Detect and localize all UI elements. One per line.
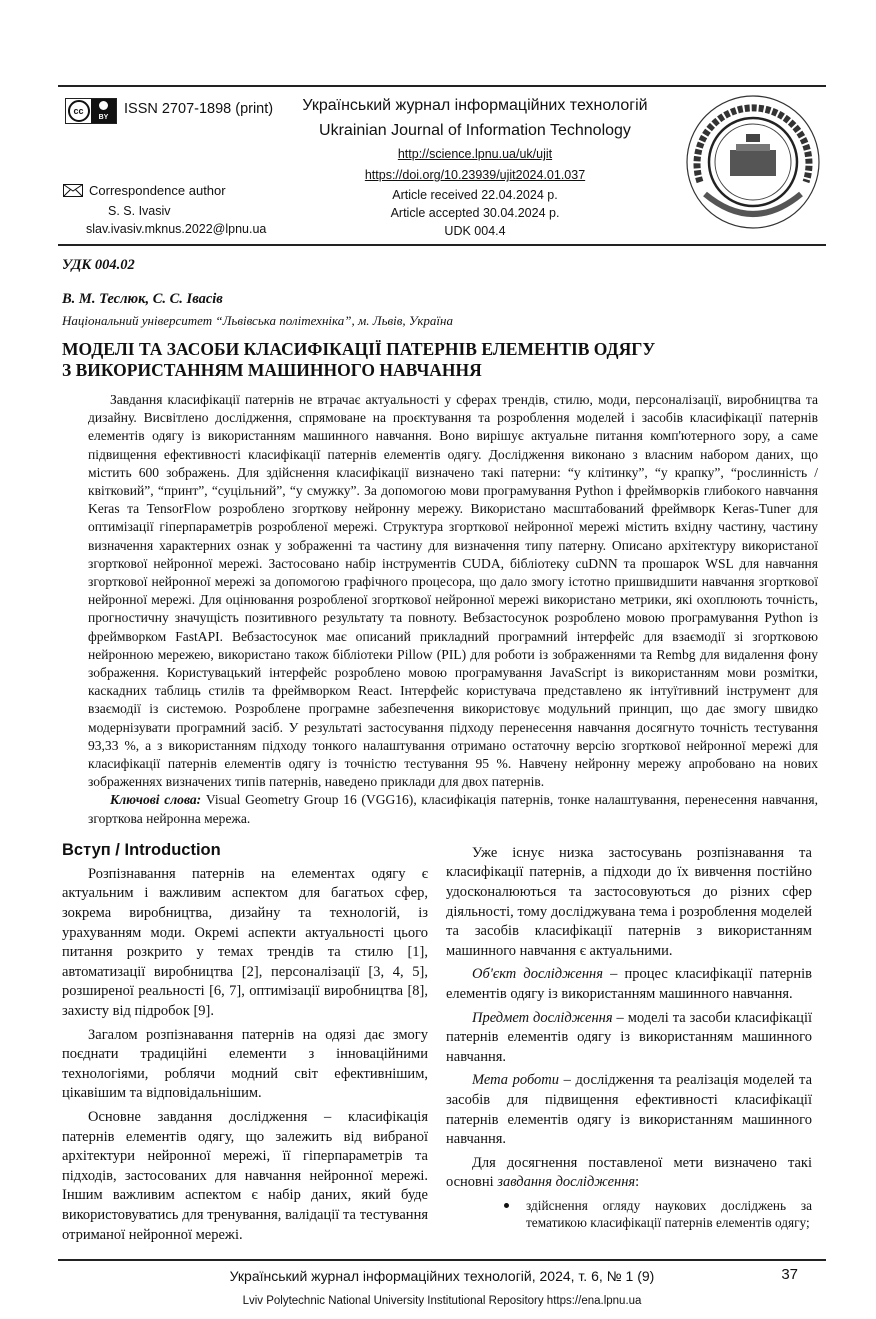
page-footer <box>58 1259 826 1319</box>
accepted-date: Article accepted 30.04.2024 р. <box>390 206 560 220</box>
received-date: Article received 22.04.2024 р. <box>392 188 558 202</box>
footer-repository: Lviv Polytechnic National University Institutional Repository https://ena.lpnu.ua <box>242 1295 642 1308</box>
keywords-text: Visual Geometry Group 16 (VGG16), класифікація патернів, тонке налаштування, перенесення навчання, згорткова нейронна мережа. <box>88 792 819 826</box>
goal-text: – дослідження та реалізація моделей та засобів для підвищення ефективності класифікації патернів елементів одягу із використанням машинного навчання. <box>446 1072 812 1148</box>
issn: ISSN 2707-1898 (print) <box>124 101 274 117</box>
paragraph-tasks <box>446 1154 812 1193</box>
journal-title-en: Ukrainian Journal of Information Technology <box>319 122 631 139</box>
abstract-text: Завдання класифікації патернів не втрачає актуальності у сферах трендів, стилю, моди, персоналізації, виробництва та дизайну. Висвітлено дослідження, спрямоване на проєктування та розроблення моделей і засобів класифікації патернів елементів одягу із використанням машинного навчання. Воно вирішує актуальне питання комп'ютерного зору, а саме підвищення ефективності класифікації патернів елементів одягу. Дослідження виконано з власним набором даних, що містить 600 зображень. Для здійснення класифікації визначено такі патерни: “у клітинку”, “у крапку”, “рослинність / квітковий”, “принт”, “суцільний”, “у смужку”. За допомогою мови програмування Python і фреймворків глибокого навчання Keras та TensorFlow розроблено згорткову нейронну мережу. Використано масштабований фреймворк Keras-Tuner для оптимізації гіперпараметрів розробленої мережі. Структура згорткової нейронної мережі містить вхідну частину, частину визначення характерних ознак у зображенні та частину для визначення типу патерну. Описано архітектуру використаної згорткової нейронної мережі. Застосовано набір інструментів CUDA, бібліотеку cuDNN та прошарок WSL для навчання згорткової нейронної мережі за допомогою графічного процесора, що дало змогу істотно пришвидшити навчання згорткової нейронної мережі. Для оцінювання розробленої згорткової нейронної мережі використано метрики, які охоплюють точність, прогностичну значущість позитивного результату та повноту. Вебзастосунок розроблено мовою програмування Python із фреймворком FastAPI. Вебзастосунок має описаний прикладний програмний інтерфейс для взаємодії зі згортковою нейронною мережею, використано також бібліотеки Pillow (PIL) для роботи із зображеннями та Rembg для видалення фону зображення. Користувацький інтерфейс розроблено мовою програмування JavaScript із використанням мови розмітки, каскадних таблиць стилів та фреймворком React. Інтерфейс користувача представлено як інтуїтивний інструмент для взаємодії із системою. Розроблене програмне забезпечення використовує модульний принцип, що дає змогу швидко модернізувати програмний засіб. У результаті застосування підходу перенесення навчання досягнуто точність тестування 93,33 %, а з використанням підходу тонкого налаштування отримано остаточну версію згорткової нейронної мережі для класифікації патернів елементів одягу із точністю тестування 95 %. Навчену нейронну мережу апробовано на нових зображеннях визначених типів патернів, наведено приклади для двох патернів. <box>88 392 818 790</box>
object-label: Об'єкт дослідження <box>472 966 603 983</box>
object-text: – процес класифікації патернів елементів одягу із використанням машинного навчання. <box>446 966 812 1003</box>
article-authors: В. М. Теслюк, С. С. Івасів <box>62 291 223 307</box>
article-udk: УДК 004.02 <box>62 257 135 273</box>
correspondence-author: S. S. Ivasiv <box>108 204 171 218</box>
keywords-label: Ключові слова: <box>110 792 202 808</box>
article-body <box>0 256 876 1319</box>
subject-text: – моделі та засоби класифікації патернів елементів одягу із використанням машинного навчання. <box>446 1009 812 1065</box>
keywords <box>88 791 818 827</box>
journal-url-link[interactable]: http://science.lpnu.ua/uk/ujit <box>397 147 553 161</box>
abstract <box>88 391 818 828</box>
list-item: здійснення огляду наукових досліджень за тематикою класифікації патернів елементів одягу; <box>526 1197 812 1230</box>
paragraph: Основне завдання дослідження – класифікація патернів елементів одягу, що залежить від вибраної архітектури нейронної мережі, її гіперпараметрів та підходів, застосованих для навчання нейронної мережі. Іншим важливим аспектом є набір даних, який буде використовуватись для тренування, валідації та тестування отриманої нейронної мережі. <box>62 1109 428 1243</box>
tasks-list <box>446 1197 812 1231</box>
paragraph: Загалом розпізнавання патернів на одязі дає змогу поєднати традиційні елементи з інноваційними технологіями, роблячи модний світ ефективнішим, цікавішим та відповідальнішим. <box>62 1026 428 1102</box>
by-label: BY <box>98 114 109 121</box>
paragraph-object <box>446 965 812 1004</box>
paragraph-subject <box>446 1009 812 1068</box>
article-title <box>62 339 876 381</box>
goal-label: Мета роботи <box>472 1072 560 1089</box>
right-column <box>446 844 812 1249</box>
title-line-2: З ВИКОРИСТАННЯМ МАШИННОГО НАВЧАННЯ <box>62 360 482 380</box>
section-heading: Вступ / Introduction <box>62 840 221 859</box>
cc-by-license-icon[interactable] <box>65 98 117 124</box>
page-number: 37 <box>781 1266 798 1284</box>
tasks-label: завдання дослідження <box>497 1174 636 1191</box>
envelope-icon <box>63 184 83 197</box>
person-icon <box>99 101 108 110</box>
correspondence-label: Correspondence author <box>89 183 226 198</box>
tasks-intro: Для досягнення поставленої мети визначено такі основні <box>446 1154 812 1191</box>
article-affiliation: Національний університет “Львівська політехніка”, м. Львів, Україна <box>62 313 453 328</box>
paragraph-goal <box>446 1071 812 1149</box>
journal-title-uk: Український журнал інформаційних технологій <box>302 97 648 114</box>
subject-label: Предмет дослідження <box>472 1009 613 1026</box>
left-column <box>62 865 428 1249</box>
tasks-colon: : <box>635 1174 640 1191</box>
university-seal-logo <box>680 84 826 242</box>
doi-link[interactable]: https://doi.org/10.23939/ujit2024.01.037 <box>364 168 586 182</box>
header-udk: UDK 004.4 <box>444 224 506 238</box>
footer-journal: Український журнал інформаційних технологій, 2024, т. 6, № 1 (9) <box>229 1268 655 1285</box>
cc-icon: cc <box>68 100 90 122</box>
paragraph: Уже існує низка застосувань розпізнавання та класифікації патернів, а підходи до їх вивчення постійно удосконалюються та застосовуються до різних сфер діяльності, тому досліджувана тема і розроблення моделей та засобів класифікації патернів з використанням машинного навчання є актуальними. <box>446 844 812 959</box>
title-line-1: МОДЕЛІ ТА ЗАСОБИ КЛАСИФІКАЦІЇ ПАТЕРНІВ ЕЛЕМЕНТІВ ОДЯГУ <box>62 339 656 359</box>
paragraph: Розпізнавання патернів на елементах одягу є актуальним і важливим аспектом для багатьох сфер, зокрема виробництва, дизайну та технологій, із урахуванням моди. Окремі аспекти актуальності цього питання розкрито у темах трендів та стилю [1], автоматизації виробництва [2], персоналізації [3, 4, 5], розширеної реальності [6, 7], оптимізації виробництва [8], захисту від підробок [9]. <box>62 865 428 1020</box>
header-bottom-rule <box>58 244 826 246</box>
correspondence-email[interactable]: slav.ivasiv.mknus.2022@lpnu.ua <box>86 222 267 236</box>
